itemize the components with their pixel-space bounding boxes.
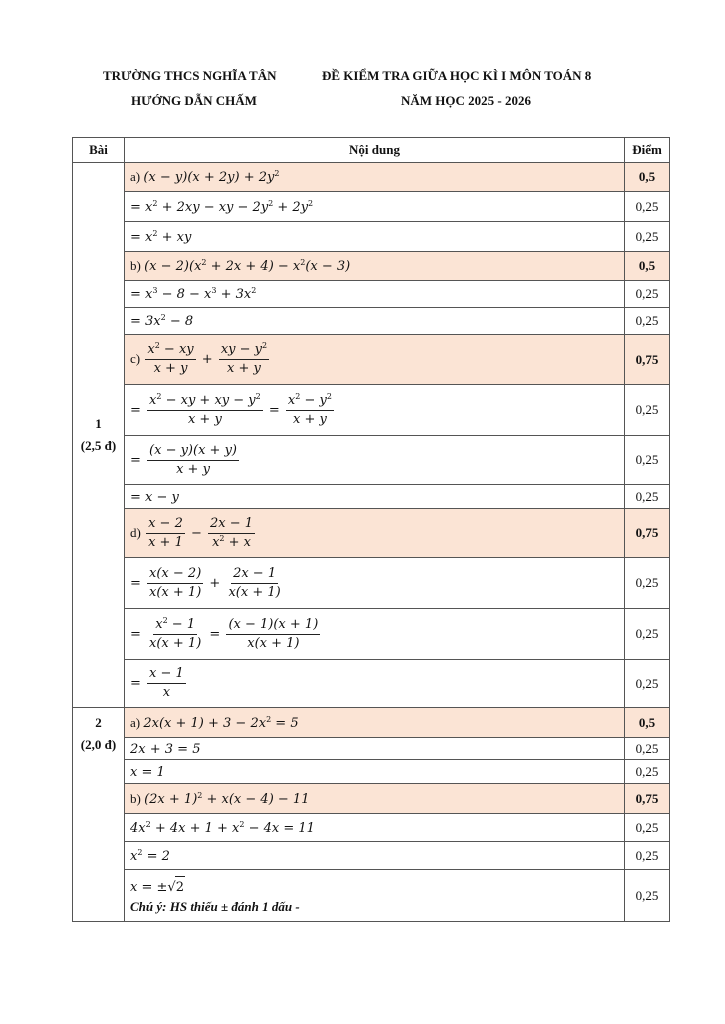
table-row [73, 436, 670, 485]
table-row [73, 281, 670, 308]
row-content: = $x^2 + 2xy$ − xy − $2y^2 + 2y^2$ [125, 192, 625, 222]
table-row [73, 335, 670, 385]
table-row [73, 222, 670, 252]
row-content: a) $2x(x + 1) + 3 - 2x^2 = 5$ [125, 708, 625, 738]
row-content: a) $(x - y)(x + 2y) + 2y^2$ [125, 163, 625, 192]
guide-title: HƯỚNG DẪN CHẤM [131, 93, 257, 108]
row-score: 0,25 [625, 192, 670, 222]
bai-2-points: (2,0 đ) [80, 737, 117, 752]
row-score: 0,25 [625, 738, 670, 760]
row-content: = x − y [125, 485, 625, 509]
row-score: 0,25 [625, 609, 670, 660]
table-row [73, 509, 670, 558]
row-content: = $\frac{x(x - 2)}{x(x + 1)}$ + $\frac{2x - 1}{x(x + 1)}$ [125, 558, 625, 609]
row-score: 0,5 [625, 163, 670, 192]
table-row [73, 738, 670, 760]
bai-2-number: 2 [95, 715, 102, 730]
table-row [73, 558, 670, 609]
row-content: 2x + 3 = 5 [125, 738, 625, 760]
table-row [73, 870, 670, 922]
row-content: = $\frac{x - 1}{x}$ [125, 660, 625, 708]
col-header-bai: Bài [73, 138, 125, 163]
row-score: 0,25 [625, 385, 670, 436]
row-score: 0,25 [625, 308, 670, 335]
bai-1-number: 1 [95, 416, 102, 431]
row-score: 0,25 [625, 760, 670, 784]
part-label: b) [130, 790, 141, 806]
row-content: = $\frac{(x - y)(x + y)}{x + y}$ [125, 436, 625, 485]
row-score: 0,25 [625, 558, 670, 609]
row-score: 0,25 [625, 281, 670, 308]
row-content: $x^2 = 2$ [125, 842, 625, 870]
row-content: c) $\frac{x^2 - xy}{x + y}$ + $\frac{xy - y^2}{x + y}$ [125, 335, 625, 385]
table-row [73, 784, 670, 814]
row-score: 0,75 [625, 509, 670, 558]
col-header-content: Nội dung [125, 138, 625, 163]
table-row [73, 814, 670, 842]
part-label: a) [130, 714, 141, 730]
row-content: x = 1 [125, 760, 625, 784]
table-row [73, 609, 670, 660]
row-score: 0,5 [625, 252, 670, 281]
row-score: 0,25 [625, 814, 670, 842]
school-name: TRƯỜNG THCS NGHĨA TÂN [103, 68, 277, 83]
row-content: b) $(x - 2)(x^2 + 2x + 4) - x^2(x - 3)$ [125, 252, 625, 281]
bai-2-cell [73, 708, 125, 922]
row-score: 0,25 [625, 870, 670, 922]
table-row [73, 192, 670, 222]
part-label: c) [130, 351, 141, 366]
row-content: $4x^2 + 4x + 1 + x^2 - 4x = 11$ [125, 814, 625, 842]
col-header-score: Điểm [625, 138, 670, 163]
table-row [73, 708, 670, 738]
bai-1-cell [73, 163, 125, 708]
row-content: = $x^3 - 8 - x^3 + 3x^2$ [125, 281, 625, 308]
table-header-row [73, 138, 670, 163]
row-content: d) $\frac{x - 2}{x + 1}$ − $\frac{2x - 1}{x^2 + x}$ [125, 509, 625, 558]
part-label: a) [130, 169, 141, 184]
table-row [73, 385, 670, 436]
row-score: 0,25 [625, 222, 670, 252]
table-row [73, 485, 670, 509]
table-row [73, 842, 670, 870]
row-score: 0,25 [625, 660, 670, 708]
part-label: b) [130, 258, 141, 273]
row-content: = $\frac{x^2 - xy + xy - y^2}{x + y}$ = $\frac{x^2 - y^2}{x + y}$ [125, 385, 625, 436]
table-row [73, 308, 670, 335]
grading-table [72, 137, 670, 922]
table-row [73, 163, 670, 192]
row-content: = $\frac{x^2 - 1}{x(x + 1)}$ = $\frac{(x - 1)(x + 1)}{x(x + 1)}$ [125, 609, 625, 660]
row-score: 0,75 [625, 335, 670, 385]
row-score: 0,5 [625, 708, 670, 738]
row-content: b) $(2x + 1)^2 + x(x - 4) - 11$ [125, 784, 625, 814]
row-content: = $x^2$ + xy [125, 222, 625, 252]
bai-1-points: (2,5 đ) [80, 438, 117, 453]
exam-title: ĐỀ KIỂM TRA GIỮA HỌC KÌ I MÔN TOÁN 8 [322, 68, 592, 83]
row-content: x = ±√2 Chú ý: HS thiếu ± đánh 1 dấu - [125, 870, 625, 922]
grading-note: Chú ý: HS thiếu ± đánh 1 dấu - [130, 899, 300, 914]
school-year: NĂM HỌC 2025 - 2026 [401, 93, 531, 108]
row-score: 0,75 [625, 784, 670, 814]
table-row [73, 660, 670, 708]
row-score: 0,25 [625, 436, 670, 485]
part-label: d) [130, 524, 141, 540]
table-row [73, 760, 670, 784]
row-content: = $3x^2 - 8$ [125, 308, 625, 335]
table-row [73, 252, 670, 281]
row-score: 0,25 [625, 485, 670, 509]
row-score: 0,25 [625, 842, 670, 870]
